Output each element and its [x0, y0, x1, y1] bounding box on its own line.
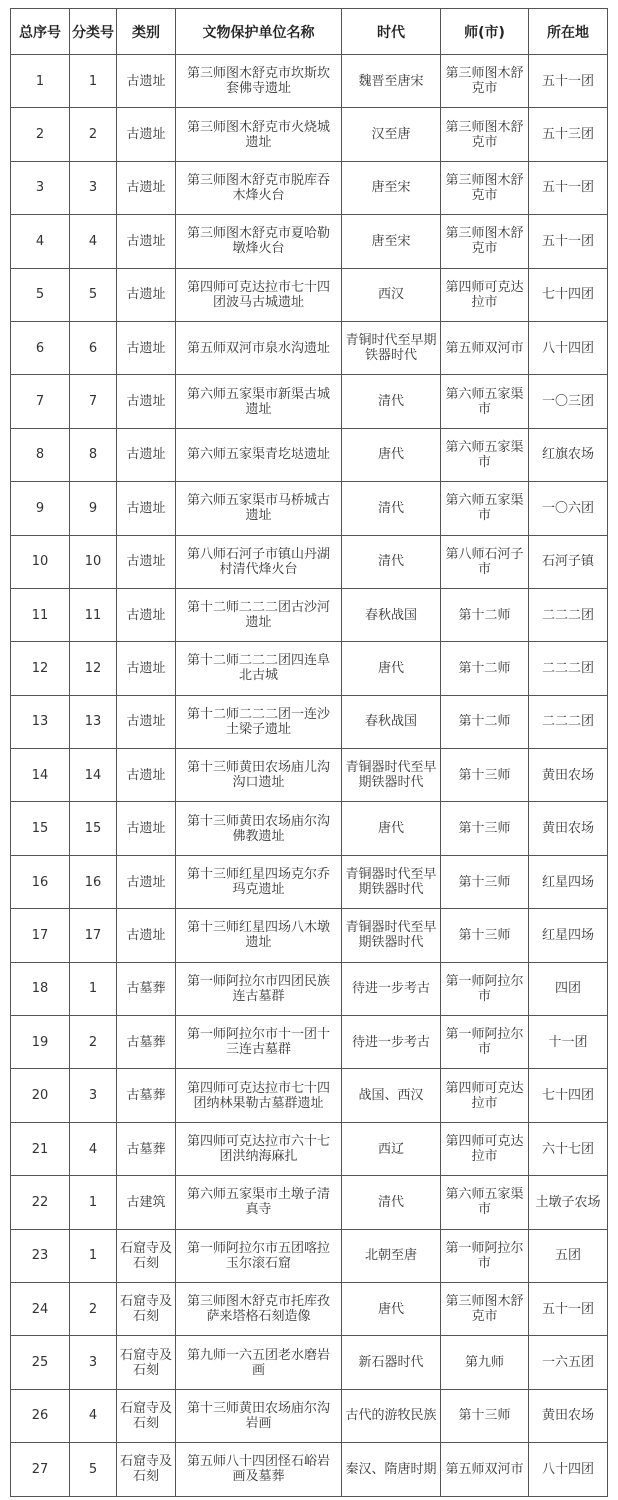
site-name-cell: 第十二师二二二团一连沙土梁子遗址	[176, 695, 342, 748]
header-category: 类别	[117, 9, 176, 55]
site-name-cell: 第三师图木舒克市托库孜萨来塔格石刻造像	[176, 1282, 342, 1335]
category-cell: 石窟寺及石刻	[117, 1229, 176, 1282]
table-row	[11, 1122, 608, 1175]
location-cell: 二二二团	[529, 588, 608, 641]
category-number-cell: 7	[70, 375, 117, 428]
era-cell: 唐代	[342, 428, 441, 481]
site-name-cell: 第六师五家渠市土墩子清真寺	[176, 1176, 342, 1229]
total-number-cell: 13	[11, 695, 70, 748]
category-cell: 古遗址	[117, 749, 176, 802]
total-number-cell: 15	[11, 802, 70, 855]
category-number-cell: 10	[70, 535, 117, 588]
era-cell: 待进一步考古	[342, 1016, 441, 1069]
table-row	[11, 1016, 608, 1069]
category-number-cell: 2	[70, 1282, 117, 1335]
total-number-cell: 18	[11, 962, 70, 1015]
category-number-cell: 1	[70, 1229, 117, 1282]
category-number-cell: 9	[70, 482, 117, 535]
category-number-cell: 3	[70, 1069, 117, 1122]
total-number-cell: 10	[11, 535, 70, 588]
total-number-cell: 9	[11, 482, 70, 535]
division-cell: 第一师阿拉尔市	[441, 1229, 529, 1282]
table-row	[11, 749, 608, 802]
division-cell: 第十二师	[441, 695, 529, 748]
division-cell: 第六师五家渠市	[441, 375, 529, 428]
category-cell: 古建筑	[117, 1176, 176, 1229]
division-cell: 第四师可克达拉市	[441, 268, 529, 321]
category-cell: 古遗址	[117, 535, 176, 588]
total-number-cell: 24	[11, 1282, 70, 1335]
total-number-cell: 3	[11, 161, 70, 214]
table-row	[11, 535, 608, 588]
category-number-cell: 4	[70, 215, 117, 268]
site-name-cell: 第五师双河市泉水沟遗址	[176, 321, 342, 374]
total-number-cell: 12	[11, 642, 70, 695]
site-name-cell: 第一师阿拉尔市五团喀拉玉尔滚石窟	[176, 1229, 342, 1282]
division-cell: 第四师可克达拉市	[441, 1069, 529, 1122]
category-number-cell: 11	[70, 588, 117, 641]
site-name-cell: 第四师可克达拉市七十四团纳林果勒古墓群遗址	[176, 1069, 342, 1122]
category-cell: 古遗址	[117, 55, 176, 108]
total-number-cell: 14	[11, 749, 70, 802]
site-name-cell: 第十三师黄田农场庙儿沟沟口遗址	[176, 749, 342, 802]
location-cell: 五团	[529, 1229, 608, 1282]
table-row	[11, 1389, 608, 1442]
table-row	[11, 695, 608, 748]
table-row	[11, 962, 608, 1015]
category-cell: 古墓葬	[117, 1016, 176, 1069]
category-cell: 古墓葬	[117, 1122, 176, 1175]
location-cell: 一〇三团	[529, 375, 608, 428]
table-row	[11, 588, 608, 641]
era-cell: 唐至宋	[342, 215, 441, 268]
division-cell: 第三师图木舒克市	[441, 215, 529, 268]
category-cell: 古遗址	[117, 161, 176, 214]
total-number-cell: 27	[11, 1443, 70, 1496]
category-number-cell: 8	[70, 428, 117, 481]
table-row	[11, 55, 608, 108]
division-cell: 第四师可克达拉市	[441, 1122, 529, 1175]
location-cell: 七十四团	[529, 1069, 608, 1122]
location-cell: 二二二团	[529, 642, 608, 695]
table-row	[11, 855, 608, 908]
category-number-cell: 3	[70, 1336, 117, 1389]
table-row	[11, 1443, 608, 1496]
total-number-cell: 1	[11, 55, 70, 108]
site-name-cell: 第一师阿拉尔市十一团十三连古墓群	[176, 1016, 342, 1069]
location-cell: 四团	[529, 962, 608, 1015]
division-cell: 第十三师	[441, 749, 529, 802]
division-cell: 第三师图木舒克市	[441, 161, 529, 214]
era-cell: 新石器时代	[342, 1336, 441, 1389]
total-number-cell: 7	[11, 375, 70, 428]
site-name-cell: 第六师五家渠市新渠古城遗址	[176, 375, 342, 428]
table-row	[11, 1176, 608, 1229]
site-name-cell: 第六师五家渠青圪垯遗址	[176, 428, 342, 481]
location-cell: 七十四团	[529, 268, 608, 321]
site-name-cell: 第三师图木舒克市坎斯坎套佛寺遗址	[176, 55, 342, 108]
category-number-cell: 1	[70, 962, 117, 1015]
era-cell: 唐代	[342, 642, 441, 695]
table-row	[11, 482, 608, 535]
division-cell: 第五师双河市	[441, 321, 529, 374]
category-number-cell: 17	[70, 909, 117, 962]
era-cell: 青铜器时代至早期铁器时代	[342, 909, 441, 962]
site-name-cell: 第十二师二二二团古沙河遗址	[176, 588, 342, 641]
site-name-cell: 第九师一六五团老水磨岩画	[176, 1336, 342, 1389]
table-header	[11, 9, 608, 55]
category-number-cell: 14	[70, 749, 117, 802]
era-cell: 西汉	[342, 268, 441, 321]
category-number-cell: 12	[70, 642, 117, 695]
header-era: 时代	[342, 9, 441, 55]
category-cell: 古遗址	[117, 588, 176, 641]
era-cell: 清代	[342, 1176, 441, 1229]
total-number-cell: 25	[11, 1336, 70, 1389]
division-cell: 第六师五家渠市	[441, 428, 529, 481]
table-row	[11, 375, 608, 428]
heritage-sites-table	[10, 8, 608, 1497]
table-row	[11, 428, 608, 481]
site-name-cell: 第五师八十四团怪石峪岩画及墓葬	[176, 1443, 342, 1496]
table-body	[11, 55, 608, 1497]
table-row	[11, 108, 608, 161]
category-number-cell: 13	[70, 695, 117, 748]
site-name-cell: 第十三师红星四场八木墩遗址	[176, 909, 342, 962]
location-cell: 六十七团	[529, 1122, 608, 1175]
location-cell: 红星四场	[529, 855, 608, 908]
header-location: 所在地	[529, 9, 608, 55]
era-cell: 北朝至唐	[342, 1229, 441, 1282]
division-cell: 第十三师	[441, 802, 529, 855]
site-name-cell: 第十三师黄田农场庙尔沟佛教遗址	[176, 802, 342, 855]
location-cell: 红星四场	[529, 909, 608, 962]
location-cell: 黄田农场	[529, 802, 608, 855]
division-cell: 第三师图木舒克市	[441, 108, 529, 161]
location-cell: 黄田农场	[529, 749, 608, 802]
era-cell: 汉至唐	[342, 108, 441, 161]
table-row	[11, 1336, 608, 1389]
location-cell: 一〇六团	[529, 482, 608, 535]
header-division: 师(市)	[441, 9, 529, 55]
total-number-cell: 8	[11, 428, 70, 481]
site-name-cell: 第十三师红星四场克尔乔玛克遗址	[176, 855, 342, 908]
division-cell: 第十三师	[441, 1389, 529, 1442]
location-cell: 红旗农场	[529, 428, 608, 481]
era-cell: 待进一步考古	[342, 962, 441, 1015]
category-number-cell: 2	[70, 1016, 117, 1069]
table-row	[11, 802, 608, 855]
total-number-cell: 26	[11, 1389, 70, 1442]
division-cell: 第六师五家渠市	[441, 1176, 529, 1229]
division-cell: 第十二师	[441, 642, 529, 695]
location-cell: 五十三团	[529, 108, 608, 161]
location-cell: 五十一团	[529, 1282, 608, 1335]
site-name-cell: 第十二师二二二团四连阜北古城	[176, 642, 342, 695]
table-row	[11, 642, 608, 695]
division-cell: 第五师双河市	[441, 1443, 529, 1496]
category-number-cell: 16	[70, 855, 117, 908]
era-cell: 战国、西汉	[342, 1069, 441, 1122]
heritage-table-container	[10, 8, 608, 1497]
total-number-cell: 22	[11, 1176, 70, 1229]
division-cell: 第十三师	[441, 909, 529, 962]
total-number-cell: 16	[11, 855, 70, 908]
header-row	[11, 9, 608, 55]
table-row	[11, 161, 608, 214]
location-cell: 八十四团	[529, 1443, 608, 1496]
total-number-cell: 17	[11, 909, 70, 962]
category-number-cell: 15	[70, 802, 117, 855]
total-number-cell: 21	[11, 1122, 70, 1175]
era-cell: 古代的游牧民族	[342, 1389, 441, 1442]
total-number-cell: 6	[11, 321, 70, 374]
era-cell: 清代	[342, 375, 441, 428]
site-name-cell: 第十三师黄田农场庙尔沟岩画	[176, 1389, 342, 1442]
site-name-cell: 第四师可克达拉市七十四团波马古城遗址	[176, 268, 342, 321]
era-cell: 唐代	[342, 802, 441, 855]
division-cell: 第十三师	[441, 855, 529, 908]
division-cell: 第一师阿拉尔市	[441, 962, 529, 1015]
category-cell: 古遗址	[117, 268, 176, 321]
category-number-cell: 4	[70, 1122, 117, 1175]
category-cell: 石窟寺及石刻	[117, 1443, 176, 1496]
location-cell: 八十四团	[529, 321, 608, 374]
location-cell: 十一团	[529, 1016, 608, 1069]
era-cell: 秦汉、隋唐时期	[342, 1443, 441, 1496]
division-cell: 第一师阿拉尔市	[441, 1016, 529, 1069]
division-cell: 第六师五家渠市	[441, 482, 529, 535]
category-cell: 古遗址	[117, 909, 176, 962]
category-cell: 古遗址	[117, 215, 176, 268]
category-cell: 石窟寺及石刻	[117, 1282, 176, 1335]
table-row	[11, 1282, 608, 1335]
category-cell: 古墓葬	[117, 1069, 176, 1122]
table-row	[11, 321, 608, 374]
category-cell: 古遗址	[117, 375, 176, 428]
era-cell: 魏晋至唐宋	[342, 55, 441, 108]
header-total-number: 总序号	[11, 9, 70, 55]
division-cell: 第九师	[441, 1336, 529, 1389]
site-name-cell: 第六师五家渠市马桥城古遗址	[176, 482, 342, 535]
era-cell: 春秋战国	[342, 695, 441, 748]
table-row	[11, 268, 608, 321]
header-site-name: 文物保护单位名称	[176, 9, 342, 55]
category-number-cell: 2	[70, 108, 117, 161]
era-cell: 春秋战国	[342, 588, 441, 641]
era-cell: 清代	[342, 535, 441, 588]
category-cell: 古遗址	[117, 482, 176, 535]
site-name-cell: 第三师图木舒克市夏哈勒墩烽火台	[176, 215, 342, 268]
division-cell: 第八师石河子市	[441, 535, 529, 588]
category-cell: 古遗址	[117, 108, 176, 161]
category-cell: 古遗址	[117, 802, 176, 855]
table-row	[11, 909, 608, 962]
category-cell: 石窟寺及石刻	[117, 1389, 176, 1442]
site-name-cell: 第八师石河子市镇山丹湖村清代烽火台	[176, 535, 342, 588]
era-cell: 青铜时代至早期铁器时代	[342, 321, 441, 374]
location-cell: 石河子镇	[529, 535, 608, 588]
era-cell: 西辽	[342, 1122, 441, 1175]
category-number-cell: 5	[70, 268, 117, 321]
table-row	[11, 1229, 608, 1282]
category-cell: 古遗址	[117, 428, 176, 481]
location-cell: 五十一团	[529, 55, 608, 108]
location-cell: 一六五团	[529, 1336, 608, 1389]
location-cell: 五十一团	[529, 161, 608, 214]
total-number-cell: 19	[11, 1016, 70, 1069]
total-number-cell: 20	[11, 1069, 70, 1122]
location-cell: 二二二团	[529, 695, 608, 748]
division-cell: 第三师图木舒克市	[441, 55, 529, 108]
location-cell: 黄田农场	[529, 1389, 608, 1442]
category-number-cell: 3	[70, 161, 117, 214]
category-number-cell: 1	[70, 1176, 117, 1229]
era-cell: 青铜器时代至早期铁器时代	[342, 855, 441, 908]
table-row	[11, 215, 608, 268]
category-number-cell: 1	[70, 55, 117, 108]
division-cell: 第三师图木舒克市	[441, 1282, 529, 1335]
table-row	[11, 1069, 608, 1122]
era-cell: 唐至宋	[342, 161, 441, 214]
category-number-cell: 5	[70, 1443, 117, 1496]
category-cell: 石窟寺及石刻	[117, 1336, 176, 1389]
header-category-number: 分类号	[70, 9, 117, 55]
total-number-cell: 5	[11, 268, 70, 321]
location-cell: 土墩子农场	[529, 1176, 608, 1229]
total-number-cell: 23	[11, 1229, 70, 1282]
location-cell: 五十一团	[529, 215, 608, 268]
category-cell: 古遗址	[117, 855, 176, 908]
division-cell: 第十二师	[441, 588, 529, 641]
total-number-cell: 4	[11, 215, 70, 268]
category-cell: 古遗址	[117, 321, 176, 374]
total-number-cell: 2	[11, 108, 70, 161]
total-number-cell: 11	[11, 588, 70, 641]
category-number-cell: 4	[70, 1389, 117, 1442]
site-name-cell: 第四师可克达拉市六十七团洪纳海麻扎	[176, 1122, 342, 1175]
site-name-cell: 第三师图木舒克市火烧城遗址	[176, 108, 342, 161]
era-cell: 清代	[342, 482, 441, 535]
category-cell: 古遗址	[117, 695, 176, 748]
category-cell: 古墓葬	[117, 962, 176, 1015]
site-name-cell: 第一师阿拉尔市四团民族连古墓群	[176, 962, 342, 1015]
era-cell: 唐代	[342, 1282, 441, 1335]
site-name-cell: 第三师图木舒克市脱库吞木烽火台	[176, 161, 342, 214]
era-cell: 青铜器时代至早期铁器时代	[342, 749, 441, 802]
category-number-cell: 6	[70, 321, 117, 374]
category-cell: 古遗址	[117, 642, 176, 695]
